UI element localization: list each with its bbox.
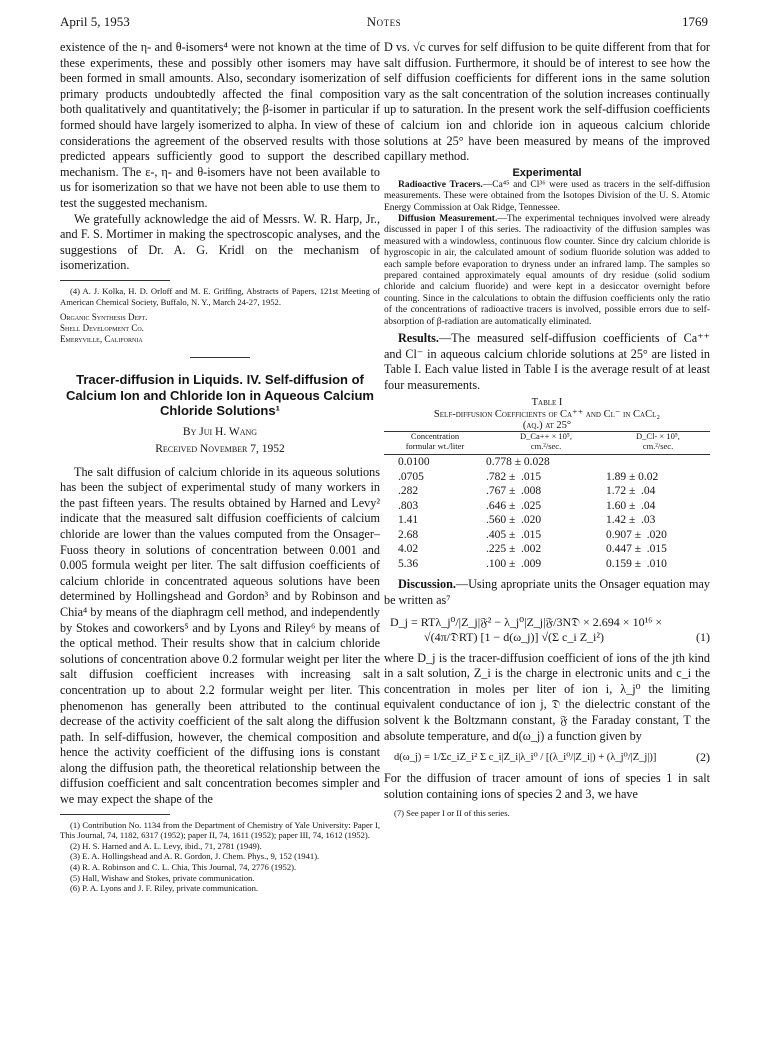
paragraph-self-diffusion: D vs. √c curves for self diffusion to be quite different from that for salt diffusion. Furthermore, it should be of interest to see how the self diffusion coefficients for different ions in the same solution vary as the salt concentration of the solution increases continually up to saturation. In the present work the self-diffusion coefficients of calcium ion and chloride ion in aqueous calcium chloride solutions at 25° have been measured by means of the improved capillary method. [384,40,710,164]
affiliation-city: Emeryville, California [60,334,143,345]
cell-dca: .560 ± .020 [486,514,542,527]
col-header-dca [486,432,606,455]
cell-dcl: 1.60 ± .04 [606,499,656,512]
cell-dca: .646 ± .025 [486,499,542,512]
cell-dcl: 1.89 ± 0.02 [606,470,659,483]
table-caption: Self-diffusion Coefficients of Ca⁺⁺ and Cl⁻ in CaCl₂ [433,409,661,421]
table-row [384,499,710,514]
article-title: Tracer-diffusion in Liquids. IV. Self-diffusion of Calcium Ion and Chloride Ion in Aqueous Calcium Chloride Solutions¹ [66,372,374,419]
table-caption-2: (aq.) at 25° [522,420,572,432]
received-date: Received November 7, 1952 [155,442,285,455]
paragraph-tracer-species: For the diffusion of tracer amount of ions of species 1 in salt solution containing ions of species 2 and 3, we have [384,771,710,801]
paragraph-introduction: The salt diffusion of calcium chloride in its aqueous solutions has been the subject of experimental study of many workers in the past fifteen years. The results obtained by Harned and Levy² indicate that the measured salt diffusion coefficients of calcium chloride are lower than the values computed from the Onsager–Fuoss theory in solutions of concentration between 0.001 and 0.005 formula weight per liter. The salt diffusion coefficients of calcium chloride in concentrated aqueous solutions have been determined by Hollingshead and Gordon³ and by Robinson and Chia⁴ by means of the diaphragm cell method, and independently by Stokes and coworkers⁵ and by Lyons and Riley⁶ by means of the optical method. Their results show that in calcium chloride solutions of concentration above 0.2 formular weight per liter the salt diffusion coefficient increases with increasing salt concentration up to about 2.2 formular weight per liter. This phenomenon has generally been attributed to the continual decrease of the activity coefficient of the salt along the diffusion path. In self-diffusion, however, the chemical composition and hence the activity coefficient of the diffusing ions is constant along the diffusion path, the theoretical relationship between the diffusion coefficient and salt concentration becomes simpler and we may expect the shape of the [60,464,380,807]
cell-dcl: 1.72 ± .04 [606,485,656,498]
paragraph-results [384,331,710,393]
right-column [384,40,710,819]
col-header-dcl-line1: D_Cl- × 10⁵, [636,431,680,442]
cell-dcl: 0.159 ± .010 [606,557,667,570]
paragraph-isomers: existence of the η- and θ-isomers⁴ were not known at the time of these experiments, these and possibly other isomers may have been formed in small amounts. Also, secondary isomerization of primary products undoubtedly affected the final composition both qualitatively and quantitatively; the β-isomer in particular if formed should have largely isomerized to alpha. In view of these considerations the agreement of the observed results with those predicted appears sufficiently good to support the described mechanism. The ε-, η- and θ-isomers have not been available to us for isomerization so that we have not been able to use them to test the suggested mechanism. [60,40,380,210]
footnote-3: (3) E. A. Hollingshead and A. R. Gordon, J. Chem. Phys., 9, 152 (1941). [70,851,320,862]
footnote-2: (2) H. S. Harned and A. L. Levy, ibid., 71, 2781 (1949). [70,840,262,851]
paragraph-definitions: where D_j is the tracer-diffusion coefficient of ions of the jth kind in a salt solution, Z_i is the charge in electronic units and c_i the concentration in moles per liter of ion i, λ_j⁰ the limiting equivalent conductance of ion j, 𝔇 the dielectric constant of the solvent k the Boltzmann constant, 𝔉 the Faraday constant, T the absolute temperature, and d(ω_j) a function given by [384,650,710,743]
cell-dcl [606,455,710,470]
footnote-5: (5) Hall, Wishaw and Stokes, private communication. [70,872,255,883]
text-results: —The measured self-diffusion coefficients of Ca⁺⁺ and Cl⁻ in aqueous calcium chloride solutions at 25° are listed in Table I. Each value listed in Table I is the average result of at least four measurements. [384,331,710,392]
equation-1-number: (1) [696,629,710,644]
col-header-concentration-line2: formular wt./liter [405,440,465,451]
diffusion-table [384,431,710,571]
affiliation-dept: Organic Synthesis Dept. [60,312,148,323]
header-section: Notes [366,14,402,29]
cell-concentration: 5.36 [398,557,419,570]
article-divider [190,357,250,358]
cell-concentration: .803 [398,499,419,512]
table-row [384,470,710,485]
cell-dca: 0.778 ± 0.028 [486,456,550,469]
col-header-dcl-line2: cm.²/sec. [642,440,674,451]
footnote-divider-2 [60,814,170,815]
cell-dcl: 0.447 ± .015 [606,543,667,556]
cell-dca: .100 ± .009 [486,557,542,570]
subheading-radioactive-tracers: Radioactive Tracers. [398,179,483,190]
col-header-concentration [384,432,486,455]
paragraph-diffusion-measurement [384,214,710,328]
table-header-row [384,432,710,455]
affiliation-company: Shell Development Co. [60,323,144,334]
cell-concentration: 4.02 [398,543,419,556]
equation-1-expression: √(4π/𝔇RT) [1 − d(ω_j)] √(Σ c_i Z_i²) [424,629,604,644]
cell-dca: .225 ± .002 [486,543,542,556]
subheading-discussion: Discussion. [398,577,456,592]
footnote-divider [60,280,170,281]
table-row [384,484,710,499]
table-body [384,455,710,572]
cell-dca: .405 ± .015 [486,528,542,541]
subheading-results: Results. [398,331,439,346]
paragraph-discussion [384,577,710,608]
cell-dcl: 0.907 ± .020 [606,528,667,541]
footnote-6: (6) P. A. Lyons and J. F. Riley, private communication. [70,883,259,894]
cell-concentration: 2.68 [398,528,419,541]
col-header-dca-line2: cm.²/sec. [530,440,562,451]
table-row [384,542,710,557]
cell-dca: .767 ± .008 [486,485,542,498]
table-row [384,513,710,528]
footnote-4-prev: (4) A. J. Kolka, H. D. Orloff and M. E. Griffing, Abstracts of Papers, 121st Meeting of American Chemical Society, Buffalo, N. Y., March 24-27, 1952. [60,285,380,307]
equation-1-line-2 [384,630,710,645]
paragraph-acknowledgment: We gratefully acknowledge the aid of Messrs. W. R. Harp, Jr., and F. S. Mortimer in making the spectroscopic analyses, and the suggestions of Dr. A. G. Kridl on the mechanism of isomerization. [60,211,380,273]
paragraph-radioactive-tracers [384,180,710,214]
table-row [384,528,710,543]
affiliation-block [60,312,380,345]
col-header-concentration-line1: Concentration [410,431,460,442]
table-row [384,557,710,572]
footnote-4: (4) R. A. Robinson and C. L. Chia, This Journal, 74, 2776 (1952). [70,862,297,873]
footnotes [60,820,380,894]
cell-concentration: .282 [398,485,419,498]
equation-1 [384,615,710,645]
equation-2 [384,750,710,765]
table-1 [384,397,710,571]
equation-2-expression: d(ω_j) = 1/Σc_iZ_i² Σ c_i|Z_i|λ_i⁰ / [(λ_i⁰/|Z_i|) + (λ_j⁰/|Z_j|)] [394,752,657,764]
footnote-7: (7) See paper I or II of this series. [394,808,510,819]
cell-concentration: 0.0100 [398,456,430,469]
col-header-dcl [606,432,710,455]
col-header-dca-line1: D_Ca++ × 10⁵, [519,431,573,442]
header-date: April 5, 1953 [60,14,130,29]
text-diffusion-measurement: —The experimental techniques involved were already discussed in paper I of this series. The radioactivity of the diffusion samples was measured with a windowless, continuous flow counter. Since dry calcium chloride is hygroscopic in air, the calculated amount of sodium fluoride solution was added to each sample before evaporation to dryness under an infrared lamp. The samples so prepared contained approximately equal amounts of dry residue (solid sodium chloride and calcium fluoride) and were kept in a desiccator overnight before counting. Since in the calculations to obtain the diffusion coefficients only the ratio of the concentrations of radioactive tracers is involved, possible errors due to self-absorption of β-radiation are automatically eliminated. [384,213,711,327]
footnote-1: (1) Contribution No. 1134 from the Department of Chemistry of Yale University: Paper I, This Journal, 74, 1182, 6317 (1952); paper II, 74, 1611 (1952); paper III, 74, 1612 (1952). [60,819,380,841]
cell-dca: .782 ± .015 [486,470,542,483]
cell-concentration: 1.41 [398,514,419,527]
equation-1-line-1: D_j = RTλ_j⁰/|Z_j|𝔉² − λ_j⁰|Z_j|𝔉/3N𝔇 × 2.694 × 10¹⁶ × [390,614,663,629]
cell-dcl: 1.42 ± .03 [606,514,656,527]
running-header [60,14,708,34]
cell-concentration: .0705 [398,470,424,483]
table-row [384,455,710,470]
header-page-number: 1769 [682,14,708,29]
left-column [60,40,380,894]
subheading-diffusion-measurement: Diffusion Measurement. [398,213,498,224]
table-label: Table I [531,397,563,409]
equation-2-number: (2) [696,750,710,765]
section-heading-experimental: Experimental [512,166,582,179]
article-author: By Jui H. Wang [182,425,258,438]
text-discussion: —Using apropriate units the Onsager equation may be written as⁷ [384,577,710,607]
text-radioactive-tracers: —Ca⁴⁵ and Cl³⁶ were used as tracers in the self-diffusion measurements. These were obtained from the Isotopes Division of the U. S. Atomic Energy Commission at Oak Ridge, Tennessee. [384,179,710,213]
